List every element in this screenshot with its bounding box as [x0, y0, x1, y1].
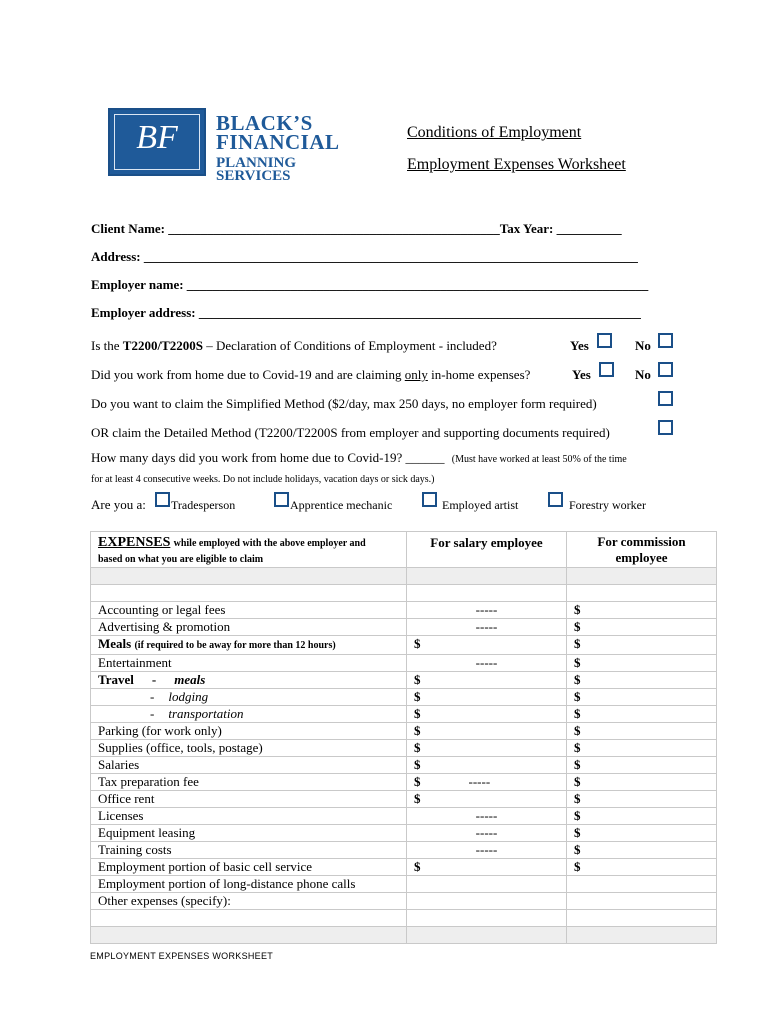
row-label — [91, 672, 407, 689]
salary-cell[interactable]: ----- — [407, 619, 567, 636]
table-spacer-row — [91, 568, 717, 585]
row-label: Entertainment — [91, 655, 407, 672]
client-name-label: Client Name: ___________________________________________________ — [91, 221, 500, 236]
lodging-dash: - — [150, 689, 155, 704]
tradesperson-checkbox[interactable] — [155, 492, 170, 507]
apprentice-mechanic-checkbox[interactable] — [274, 492, 289, 507]
salary-cell[interactable]: $ — [407, 791, 567, 808]
commission-cell[interactable] — [567, 876, 717, 893]
commission-cell[interactable]: $ — [567, 655, 717, 672]
travel-dash: - — [151, 672, 157, 687]
salary-cell[interactable] — [407, 876, 567, 893]
detailed-method-checkbox[interactable] — [658, 420, 673, 435]
commission-cell[interactable]: $ — [567, 619, 717, 636]
salary-cell[interactable]: $ — [407, 859, 567, 876]
q5-note-continued: for at least 4 consecutive weeks. Do not include holidays, vacation days or sick days.) — [91, 474, 435, 485]
blank-cell[interactable] — [91, 927, 407, 944]
salary-cell[interactable]: $ — [407, 636, 567, 655]
document-title: Conditions of Employment — [407, 124, 582, 141]
commission-cell[interactable]: $ — [567, 757, 717, 774]
expenses-heading: EXPENSES — [98, 535, 171, 550]
blank-cell[interactable] — [91, 910, 407, 927]
salary-cell[interactable]: $ — [407, 757, 567, 774]
q2-text-post: in-home expenses? — [427, 367, 531, 382]
table-row — [91, 893, 717, 910]
row-label: Licenses — [91, 808, 407, 825]
salary-cell[interactable]: $ — [407, 689, 567, 706]
q5-text: How many days did you work from home due to Covid-19? ______ — [91, 450, 445, 465]
commission-cell[interactable]: $ — [567, 672, 717, 689]
table-row — [91, 706, 717, 723]
brand-line-2: FINANCIAL — [216, 130, 340, 155]
q1-text-pre: Is the — [91, 338, 123, 353]
commission-cell[interactable]: $ — [567, 706, 717, 723]
table-row — [91, 876, 717, 893]
address-field[interactable]: Address: ____________________________________________________________________________ — [91, 249, 638, 264]
q5-note: (Must have worked at least 50% of the time — [451, 454, 627, 465]
meals-label: Meals — [98, 636, 132, 651]
q2-no-label: No — [635, 367, 651, 382]
expenses-heading-note-2: based on what you are eligible to claim — [98, 554, 264, 565]
row-label: Supplies (office, tools, postage) — [91, 740, 407, 757]
row-label: Training costs — [91, 842, 407, 859]
commission-cell[interactable]: $ — [567, 602, 717, 619]
q2-underlined: only — [404, 367, 428, 382]
q1-yes-label: Yes — [570, 338, 589, 353]
row-label — [91, 706, 407, 723]
table-spacer-row — [91, 585, 717, 602]
occupation-prompt: Are you a: — [91, 497, 146, 512]
commission-cell[interactable]: $ — [567, 740, 717, 757]
commission-cell[interactable]: $ — [567, 825, 717, 842]
simplified-method-checkbox[interactable] — [658, 391, 673, 406]
q2-yes-checkbox[interactable] — [599, 362, 614, 377]
salary-header: For salary employee — [407, 532, 567, 568]
question-days-worked — [91, 450, 627, 466]
table-row — [91, 774, 717, 791]
q2-text-pre: Did you work from home due to Covid-19 and are claiming — [91, 367, 405, 382]
travel-transportation: transportation — [168, 706, 244, 721]
tax-year-label: Tax Year: __________ — [499, 221, 622, 236]
transportation-dash: - — [150, 706, 155, 721]
table-row — [91, 636, 717, 655]
company-logo — [108, 108, 206, 176]
table-row — [91, 655, 717, 672]
document-subtitle: Employment Expenses Worksheet — [407, 156, 626, 173]
row-label: Other expenses (specify): — [91, 893, 407, 910]
table-row — [91, 619, 717, 636]
page-footer: EMPLOYMENT EXPENSES WORKSHEET — [90, 951, 274, 961]
q1-form-name: T2200/T2200S — [122, 338, 203, 353]
travel-label: Travel — [98, 672, 134, 687]
row-label: Tax preparation fee — [91, 774, 407, 791]
commission-cell[interactable]: $ — [567, 859, 717, 876]
client-name-field[interactable] — [91, 221, 622, 237]
table-blank-row — [91, 927, 717, 944]
q2-no-checkbox[interactable] — [658, 362, 673, 377]
commission-cell[interactable]: $ — [567, 636, 717, 655]
row-label: Accounting or legal fees — [91, 602, 407, 619]
salary-dash: ----- — [468, 774, 491, 789]
table-header-row — [91, 532, 717, 568]
commission-cell[interactable]: $ — [567, 689, 717, 706]
table-row — [91, 689, 717, 706]
blank-cell[interactable] — [567, 927, 717, 944]
table-row — [91, 791, 717, 808]
q2-yes-label: Yes — [572, 367, 591, 382]
table-blank-row — [91, 910, 717, 927]
table-row — [91, 602, 717, 619]
q1-no-checkbox[interactable] — [658, 333, 673, 348]
forestry-worker-label: Forestry worker — [569, 498, 646, 512]
table-row — [91, 825, 717, 842]
salary-cell[interactable]: ----- — [407, 825, 567, 842]
commission-header: For commission employee — [567, 532, 717, 568]
employed-artist-checkbox[interactable] — [422, 492, 437, 507]
salary-dollar: $ — [414, 774, 421, 789]
salary-cell[interactable]: $ — [407, 740, 567, 757]
question-detailed-method: OR claim the Detailed Method (T2200/T2200S from employer and supporting documents required) — [91, 425, 610, 440]
row-label: Office rent — [91, 791, 407, 808]
commission-cell[interactable]: $ — [567, 791, 717, 808]
salary-cell[interactable]: ----- — [407, 602, 567, 619]
salary-cell[interactable]: $ — [407, 706, 567, 723]
blank-cell[interactable] — [407, 927, 567, 944]
brand-line-3: PLANNING — [216, 154, 297, 171]
logo-monogram: BF — [136, 119, 178, 156]
employed-artist-label: Employed artist — [442, 498, 519, 512]
employer-name-field[interactable]: Employer name: _______________________________________________________________________ — [91, 277, 649, 292]
salary-cell[interactable]: $ — [407, 723, 567, 740]
salary-cell[interactable]: ----- — [407, 655, 567, 672]
commission-cell[interactable]: $ — [567, 842, 717, 859]
table-row — [91, 672, 717, 689]
row-label: Parking (for work only) — [91, 723, 407, 740]
brand-line-4: SERVICES — [216, 168, 291, 185]
travel-meals: meals — [174, 672, 206, 687]
commission-cell[interactable]: $ — [567, 723, 717, 740]
table-row — [91, 757, 717, 774]
q1-text-post: – Declaration of Conditions of Employment - included? — [202, 338, 497, 353]
blank-cell[interactable] — [407, 910, 567, 927]
salary-cell[interactable] — [407, 774, 567, 791]
tradesperson-label: Tradesperson — [171, 498, 236, 512]
expenses-heading-note: while employed with the above employer and — [173, 538, 366, 549]
commission-cell[interactable] — [567, 893, 717, 910]
salary-cell[interactable]: $ — [407, 672, 567, 689]
question-covid-home — [91, 367, 530, 383]
expenses-header — [91, 532, 407, 568]
meals-note: (if required to be away for more than 12 hours) — [134, 640, 336, 651]
row-label: Advertising & promotion — [91, 619, 407, 636]
q1-yes-checkbox[interactable] — [597, 333, 612, 348]
row-label — [91, 636, 407, 655]
row-label: Equipment leasing — [91, 825, 407, 842]
row-label: Salaries — [91, 757, 407, 774]
travel-lodging: lodging — [168, 689, 209, 704]
question-t2200 — [91, 338, 497, 354]
row-label: Employment portion of long-distance phone calls — [91, 876, 407, 893]
table-row — [91, 842, 717, 859]
brand-line-1: BLACK’S — [216, 111, 313, 135]
expenses-table — [90, 531, 717, 944]
row-label — [91, 689, 407, 706]
table-row — [91, 808, 717, 825]
commission-cell[interactable]: $ — [567, 774, 717, 791]
employer-address-field[interactable]: Employer address: ____________________________________________________________________ — [91, 305, 641, 320]
table-row — [91, 723, 717, 740]
table-row — [91, 859, 717, 876]
salary-cell[interactable]: ----- — [407, 842, 567, 859]
commission-cell[interactable]: $ — [567, 808, 717, 825]
question-simplified-method: Do you want to claim the Simplified Method ($2/day, max 250 days, no employer form required) — [91, 396, 597, 411]
apprentice-mechanic-label: Apprentice mechanic — [290, 498, 393, 512]
salary-cell[interactable] — [407, 893, 567, 910]
table-row — [91, 740, 717, 757]
row-label: Employment portion of basic cell service — [91, 859, 407, 876]
company-name — [216, 111, 340, 185]
salary-cell[interactable]: ----- — [407, 808, 567, 825]
blank-cell[interactable] — [567, 910, 717, 927]
forestry-worker-checkbox[interactable] — [548, 492, 563, 507]
q1-no-label: No — [635, 338, 651, 353]
